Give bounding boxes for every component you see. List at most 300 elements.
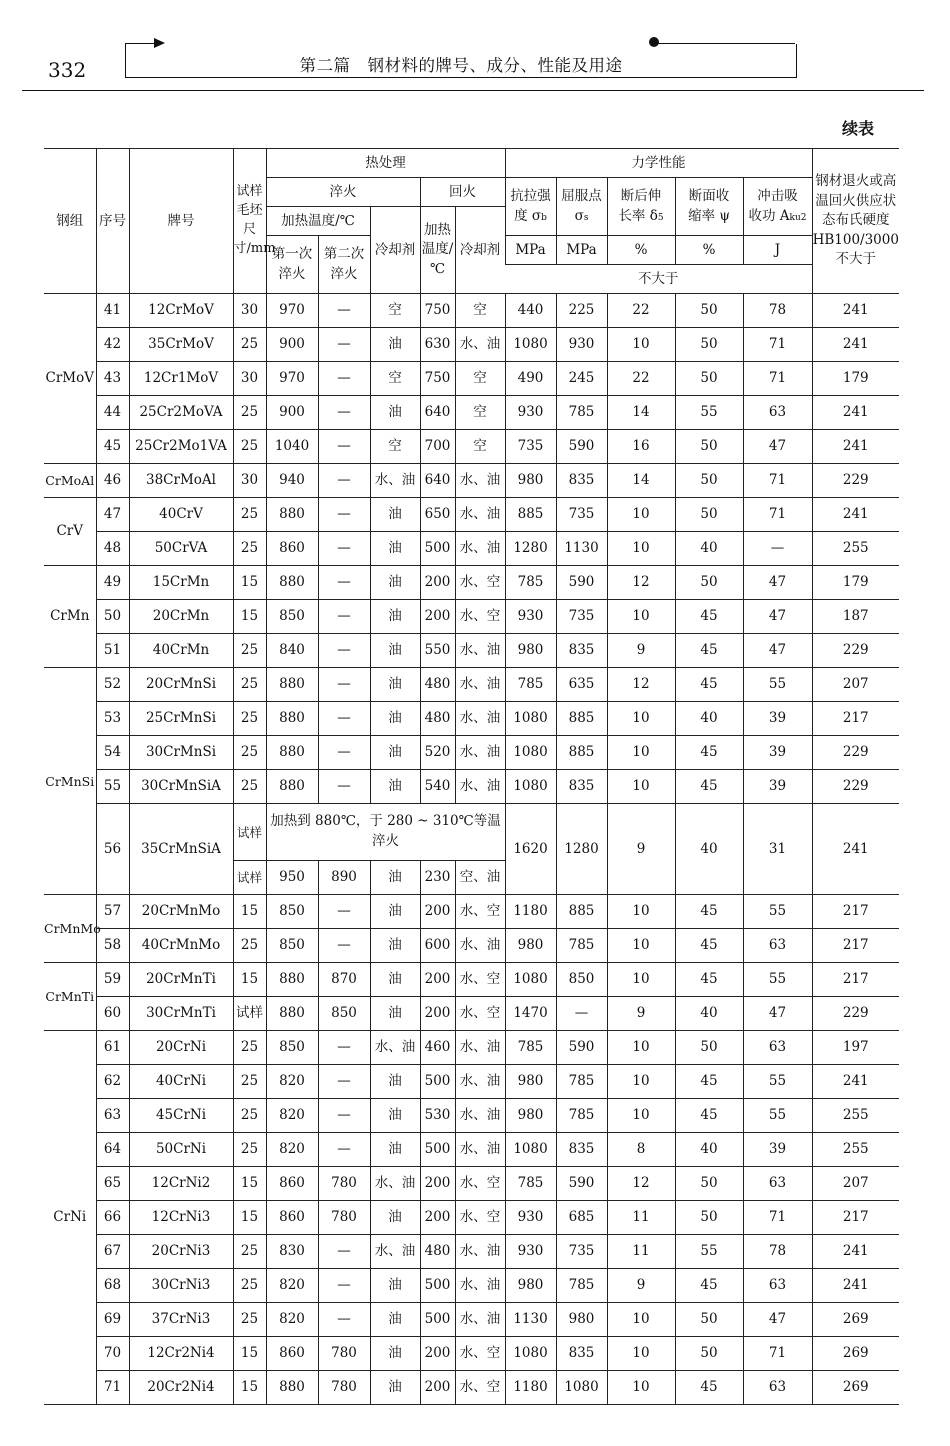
quench-coolant-cell: 油: [370, 1337, 420, 1371]
grade-cell: 20Cr2Ni4: [129, 1371, 233, 1405]
second-quench-cell: —: [318, 1031, 370, 1065]
temper-coolant-cell: 水、空: [455, 963, 505, 997]
tensile-cell: 440: [505, 294, 556, 328]
first-quench-cell: 820: [266, 1303, 318, 1337]
table-row: [44, 430, 899, 464]
yield-cell: 835: [556, 634, 607, 668]
tensile-cell: 980: [505, 1065, 556, 1099]
reduction-cell: 40: [675, 997, 743, 1031]
seq-cell: 47: [96, 498, 129, 532]
header-yield: 屈服点 σs: [556, 178, 607, 236]
reduction-cell: 45: [675, 1371, 743, 1405]
table-row: [44, 736, 899, 770]
seq-cell: 52: [96, 668, 129, 702]
table-row: [44, 328, 899, 362]
quench-coolant-cell: 油: [370, 1303, 420, 1337]
impact-cell: 63: [743, 396, 812, 430]
yield-cell: 245: [556, 362, 607, 396]
grade-cell: 12CrNi3: [129, 1201, 233, 1235]
header-blank-size: 试样毛坯尺寸/mm: [233, 149, 266, 294]
temper-coolant-cell: 水、油: [455, 1099, 505, 1133]
quench-coolant-cell: 油: [370, 1065, 420, 1099]
quench-coolant-cell: 油: [370, 600, 420, 634]
quench-coolant-cell: 油: [370, 770, 420, 804]
impact-cell: 63: [743, 1269, 812, 1303]
temper-coolant-cell: 空、油: [455, 861, 505, 895]
temper-coolant-cell: 水、空: [455, 1371, 505, 1405]
unit-mpa-tensile: MPa: [505, 236, 556, 265]
impact-cell: 78: [743, 294, 812, 328]
impact-cell: 63: [743, 1167, 812, 1201]
quench-coolant-cell: 油: [370, 396, 420, 430]
temper-temp-cell: 520: [420, 736, 455, 770]
reduction-cell: 45: [675, 736, 743, 770]
reduction-cell: 40: [675, 702, 743, 736]
elongation-cell: 10: [607, 736, 675, 770]
table-row: [44, 929, 899, 963]
reduction-cell: 50: [675, 430, 743, 464]
header-hardness: 钢材退火或高温回火供应状态布氏硬度 HB100/3000不大于: [812, 149, 899, 294]
blank-size-cell: 25: [233, 328, 266, 362]
impact-cell: 39: [743, 1133, 812, 1167]
second-quench-cell: —: [318, 1235, 370, 1269]
tensile-cell: 1080: [505, 963, 556, 997]
grade-cell: 40CrNi: [129, 1065, 233, 1099]
running-header-title: 第二篇 钢材料的牌号、成分、性能及用途: [299, 56, 623, 75]
grade-cell: 45CrNi: [129, 1099, 233, 1133]
hardness-cell: 241: [812, 328, 899, 362]
yield-cell: 735: [556, 1235, 607, 1269]
steel-group-cell: CrMnMo: [44, 895, 96, 963]
blank-size-cell: 25: [233, 736, 266, 770]
header-temper: 回火: [420, 178, 505, 207]
temper-coolant-cell: 水、油: [455, 1065, 505, 1099]
tensile-cell: 490: [505, 362, 556, 396]
yield-cell: 590: [556, 1167, 607, 1201]
steel-group-cell: CrV: [44, 498, 96, 566]
yield-cell: 590: [556, 1031, 607, 1065]
elongation-cell: 12: [607, 566, 675, 600]
temper-temp-cell: 200: [420, 566, 455, 600]
first-quench-cell: 880: [266, 498, 318, 532]
reduction-cell: 45: [675, 929, 743, 963]
blank-size-cell: 25: [233, 396, 266, 430]
impact-cell: 78: [743, 1235, 812, 1269]
first-quench-cell: 900: [266, 396, 318, 430]
table-row: [44, 1201, 899, 1235]
first-quench-cell: 880: [266, 770, 318, 804]
seq-cell: 60: [96, 997, 129, 1031]
unit-pct-reduction: %: [675, 236, 743, 265]
hardness-cell: 269: [812, 1303, 899, 1337]
temper-temp-cell: 500: [420, 1133, 455, 1167]
second-quench-cell: 870: [318, 963, 370, 997]
temper-temp-cell: 200: [420, 1201, 455, 1235]
seq-cell: 41: [96, 294, 129, 328]
temper-coolant-cell: 水、油: [455, 532, 505, 566]
first-quench-cell: 1040: [266, 430, 318, 464]
table-row: [44, 396, 899, 430]
temper-temp-cell: 200: [420, 1371, 455, 1405]
table-row: [44, 1303, 899, 1337]
blank-size-cell: 15: [233, 1201, 266, 1235]
impact-cell: 39: [743, 702, 812, 736]
tensile-cell: 1280: [505, 532, 556, 566]
hardness-cell: 217: [812, 702, 899, 736]
steel-group-cell: CrMn: [44, 566, 96, 668]
grade-cell: 12Cr1MoV: [129, 362, 233, 396]
table-row: [44, 770, 899, 804]
quench-coolant-cell: 油: [370, 1201, 420, 1235]
first-quench-cell: 860: [266, 532, 318, 566]
grade-cell: 40CrMnMo: [129, 929, 233, 963]
temper-coolant-cell: 水、油: [455, 1133, 505, 1167]
header-quench-coolant: 冷却剂: [370, 207, 420, 294]
tensile-cell: 1080: [505, 736, 556, 770]
running-header: [125, 44, 797, 78]
second-quench-cell: —: [318, 1099, 370, 1133]
header-tensile: 抗拉强度 σb: [505, 178, 556, 236]
grade-cell: 25Cr2Mo1VA: [129, 430, 233, 464]
yield-cell: 735: [556, 498, 607, 532]
hardness-cell: 217: [812, 929, 899, 963]
unit-j-impact: J: [743, 236, 812, 265]
second-quench-cell: —: [318, 294, 370, 328]
yield-cell: 785: [556, 929, 607, 963]
yield-cell: 980: [556, 1303, 607, 1337]
tensile-cell: 1180: [505, 895, 556, 929]
quench-coolant-cell: 油: [370, 736, 420, 770]
blank-size-cell: 30: [233, 464, 266, 498]
blank-size-cell: 30: [233, 362, 266, 396]
reduction-cell: 45: [675, 895, 743, 929]
temper-temp-cell: 540: [420, 770, 455, 804]
temper-temp-cell: 480: [420, 1235, 455, 1269]
first-quench-cell: 970: [266, 294, 318, 328]
blank-size-cell: 25: [233, 1031, 266, 1065]
seq-cell: 54: [96, 736, 129, 770]
grade-cell: 50CrNi: [129, 1133, 233, 1167]
impact-cell: 55: [743, 668, 812, 702]
temper-temp-cell: 200: [420, 895, 455, 929]
second-quench-cell: —: [318, 702, 370, 736]
reduction-cell: 50: [675, 1303, 743, 1337]
impact-cell: 55: [743, 1099, 812, 1133]
blank-size-cell: 试样: [233, 861, 266, 895]
tensile-cell: 1080: [505, 1133, 556, 1167]
second-quench-cell: —: [318, 1065, 370, 1099]
blank-size-cell: 25: [233, 1099, 266, 1133]
yield-cell: 835: [556, 464, 607, 498]
hardness-cell: 241: [812, 430, 899, 464]
tensile-cell: 785: [505, 1167, 556, 1201]
blank-size-cell: 15: [233, 1371, 266, 1405]
reduction-cell: 50: [675, 1337, 743, 1371]
header-impact: 冲击吸 收功 Aku2: [743, 178, 812, 236]
table-row: [44, 1167, 899, 1201]
grade-cell: 35CrMnSiA: [129, 804, 233, 895]
impact-cell: 63: [743, 1371, 812, 1405]
tensile-cell: 785: [505, 566, 556, 600]
yield-cell: 885: [556, 895, 607, 929]
first-quench-cell: 880: [266, 997, 318, 1031]
temper-coolant-cell: 水、油: [455, 634, 505, 668]
table-row: [44, 1269, 899, 1303]
blank-size-cell: 试样: [233, 804, 266, 861]
elongation-cell: 11: [607, 1201, 675, 1235]
elongation-cell: 10: [607, 929, 675, 963]
elongation-cell: 10: [607, 1065, 675, 1099]
second-quench-cell: —: [318, 1133, 370, 1167]
header-rule: [22, 90, 924, 91]
tensile-cell: 1470: [505, 997, 556, 1031]
blank-size-cell: 30: [233, 294, 266, 328]
second-quench-cell: 850: [318, 997, 370, 1031]
second-quench-cell: —: [318, 362, 370, 396]
grade-cell: 37CrNi3: [129, 1303, 233, 1337]
reduction-cell: 50: [675, 328, 743, 362]
grade-cell: 20CrMnTi: [129, 963, 233, 997]
hardness-cell: 229: [812, 634, 899, 668]
header-heat-treatment: 热处理: [266, 149, 505, 178]
quench-coolant-cell: 油: [370, 997, 420, 1031]
elongation-cell: 10: [607, 1303, 675, 1337]
temper-temp-cell: 480: [420, 668, 455, 702]
first-quench-cell: 850: [266, 1031, 318, 1065]
second-quench-cell: —: [318, 770, 370, 804]
seq-cell: 46: [96, 464, 129, 498]
table-row: [44, 804, 899, 861]
blank-size-cell: 15: [233, 895, 266, 929]
second-quench-cell: —: [318, 498, 370, 532]
hardness-cell: 241: [812, 396, 899, 430]
first-quench-cell: 940: [266, 464, 318, 498]
quench-coolant-cell: 油: [370, 1269, 420, 1303]
steel-group-cell: CrMoAl: [44, 464, 96, 498]
reduction-cell: 40: [675, 1133, 743, 1167]
quench-coolant-cell: 空: [370, 362, 420, 396]
second-quench-cell: —: [318, 634, 370, 668]
yield-cell: 1080: [556, 1371, 607, 1405]
hardness-cell: 217: [812, 895, 899, 929]
temper-coolant-cell: 水、油: [455, 1269, 505, 1303]
yield-cell: 590: [556, 430, 607, 464]
grade-cell: 25Cr2MoVA: [129, 396, 233, 430]
second-quench-cell: 890: [318, 861, 370, 895]
seq-cell: 48: [96, 532, 129, 566]
temper-temp-cell: 650: [420, 498, 455, 532]
grade-cell: 20CrMnMo: [129, 895, 233, 929]
yield-cell: 685: [556, 1201, 607, 1235]
seq-cell: 50: [96, 600, 129, 634]
quench-coolant-cell: 油: [370, 1371, 420, 1405]
seq-cell: 53: [96, 702, 129, 736]
impact-cell: —: [743, 532, 812, 566]
tensile-cell: 930: [505, 1201, 556, 1235]
elongation-cell: 10: [607, 328, 675, 362]
second-quench-cell: —: [318, 895, 370, 929]
tensile-cell: 980: [505, 1099, 556, 1133]
yield-cell: 835: [556, 770, 607, 804]
blank-size-cell: 25: [233, 929, 266, 963]
tensile-cell: 1180: [505, 1371, 556, 1405]
blank-size-cell: 25: [233, 634, 266, 668]
elongation-cell: 9: [607, 804, 675, 895]
elongation-cell: 9: [607, 1269, 675, 1303]
tensile-cell: 980: [505, 929, 556, 963]
first-quench-cell: 850: [266, 600, 318, 634]
steel-group-cell: CrMoV: [44, 294, 96, 464]
header-heat-temp: 加热温度/℃: [266, 207, 370, 236]
hardness-cell: 179: [812, 566, 899, 600]
first-quench-cell: 880: [266, 702, 318, 736]
header-temper-coolant: 冷却剂: [455, 207, 505, 294]
elongation-cell: 10: [607, 1099, 675, 1133]
grade-cell: 50CrVA: [129, 532, 233, 566]
tensile-cell: 930: [505, 600, 556, 634]
reduction-cell: 45: [675, 1065, 743, 1099]
table-row: [44, 1031, 899, 1065]
reduction-cell: 50: [675, 566, 743, 600]
temper-coolant-cell: 水、油: [455, 736, 505, 770]
header-mechanical: 力学性能: [505, 149, 812, 178]
temper-temp-cell: 200: [420, 1167, 455, 1201]
reduction-cell: 50: [675, 1201, 743, 1235]
header-elongation: 断后伸 长率 δ5: [607, 178, 675, 236]
header-not-less: 不大于: [505, 265, 812, 294]
header-temper-heat-temp: 加热温度/℃: [420, 207, 455, 294]
header-second-quench: 第二次淬火: [318, 236, 370, 294]
temper-temp-cell: 500: [420, 1065, 455, 1099]
yield-cell: 885: [556, 736, 607, 770]
elongation-cell: 14: [607, 396, 675, 430]
grade-cell: 20CrMnSi: [129, 668, 233, 702]
seq-cell: 57: [96, 895, 129, 929]
reduction-cell: 40: [675, 804, 743, 895]
hardness-cell: 241: [812, 1269, 899, 1303]
blank-size-cell: 25: [233, 702, 266, 736]
hardness-cell: 241: [812, 294, 899, 328]
impact-cell: 71: [743, 1337, 812, 1371]
impact-cell: 63: [743, 929, 812, 963]
blank-size-cell: 25: [233, 1303, 266, 1337]
table-row: [44, 566, 899, 600]
page-number: 332: [48, 58, 87, 82]
reduction-cell: 55: [675, 1235, 743, 1269]
first-quench-cell: 820: [266, 1133, 318, 1167]
hardness-cell: 255: [812, 1099, 899, 1133]
quench-coolant-cell: 油: [370, 861, 420, 895]
grade-cell: 35CrMoV: [129, 328, 233, 362]
second-quench-cell: —: [318, 396, 370, 430]
elongation-cell: 10: [607, 963, 675, 997]
hardness-cell: 217: [812, 963, 899, 997]
temper-temp-cell: 500: [420, 1269, 455, 1303]
temper-coolant-cell: 水、油: [455, 770, 505, 804]
hardness-cell: 207: [812, 668, 899, 702]
tensile-cell: 980: [505, 1269, 556, 1303]
seq-cell: 61: [96, 1031, 129, 1065]
first-quench-cell: 860: [266, 1201, 318, 1235]
hardness-cell: 269: [812, 1371, 899, 1405]
table-row: [44, 634, 899, 668]
steel-properties-table: [44, 148, 899, 1405]
hardness-cell: 241: [812, 804, 899, 895]
quench-coolant-cell: 油: [370, 328, 420, 362]
reduction-cell: 45: [675, 1269, 743, 1303]
second-quench-cell: 780: [318, 1337, 370, 1371]
first-quench-cell: 820: [266, 1269, 318, 1303]
header-reduction: 断面收 缩率 ψ: [675, 178, 743, 236]
quench-coolant-cell: 油: [370, 498, 420, 532]
elongation-cell: 10: [607, 895, 675, 929]
temper-temp-cell: 200: [420, 1337, 455, 1371]
tensile-cell: 980: [505, 464, 556, 498]
first-quench-cell: 820: [266, 1065, 318, 1099]
elongation-cell: 10: [607, 702, 675, 736]
second-quench-cell: 780: [318, 1167, 370, 1201]
yield-cell: —: [556, 997, 607, 1031]
reduction-cell: 45: [675, 600, 743, 634]
yield-cell: 1280: [556, 804, 607, 895]
first-quench-cell: 850: [266, 895, 318, 929]
table-row: [44, 498, 899, 532]
elongation-cell: 10: [607, 1031, 675, 1065]
temper-temp-cell: 460: [420, 1031, 455, 1065]
yield-cell: 590: [556, 566, 607, 600]
hardness-cell: 241: [812, 498, 899, 532]
hardness-cell: 255: [812, 532, 899, 566]
blank-size-cell: 25: [233, 770, 266, 804]
table-row: [44, 895, 899, 929]
first-quench-cell: 950: [266, 861, 318, 895]
tensile-cell: 1080: [505, 328, 556, 362]
blank-size-cell: 15: [233, 1167, 266, 1201]
elongation-cell: 10: [607, 770, 675, 804]
impact-cell: 55: [743, 963, 812, 997]
grade-cell: 40CrMn: [129, 634, 233, 668]
yield-cell: 785: [556, 1269, 607, 1303]
reduction-cell: 45: [675, 634, 743, 668]
hardness-cell: 229: [812, 770, 899, 804]
reduction-cell: 45: [675, 770, 743, 804]
elongation-cell: 12: [607, 1167, 675, 1201]
hardness-cell: 229: [812, 464, 899, 498]
reduction-cell: 45: [675, 963, 743, 997]
elongation-cell: 10: [607, 600, 675, 634]
temper-coolant-cell: 水、空: [455, 600, 505, 634]
header-quench: 淬火: [266, 178, 420, 207]
impact-cell: 63: [743, 1031, 812, 1065]
second-quench-cell: —: [318, 328, 370, 362]
temper-coolant-cell: 水、空: [455, 566, 505, 600]
first-quench-cell: 820: [266, 1099, 318, 1133]
first-quench-cell: 900: [266, 328, 318, 362]
seq-cell: 56: [96, 804, 129, 895]
temper-temp-cell: 480: [420, 702, 455, 736]
table-row: [44, 532, 899, 566]
grade-cell: 25CrMnSi: [129, 702, 233, 736]
second-quench-cell: 780: [318, 1371, 370, 1405]
seq-cell: 69: [96, 1303, 129, 1337]
temper-temp-cell: 550: [420, 634, 455, 668]
hardness-cell: 187: [812, 600, 899, 634]
table-row: [44, 1371, 899, 1405]
grade-cell: 30CrMnSiA: [129, 770, 233, 804]
first-quench-cell: 880: [266, 736, 318, 770]
first-quench-cell: 850: [266, 929, 318, 963]
elongation-cell: 9: [607, 634, 675, 668]
